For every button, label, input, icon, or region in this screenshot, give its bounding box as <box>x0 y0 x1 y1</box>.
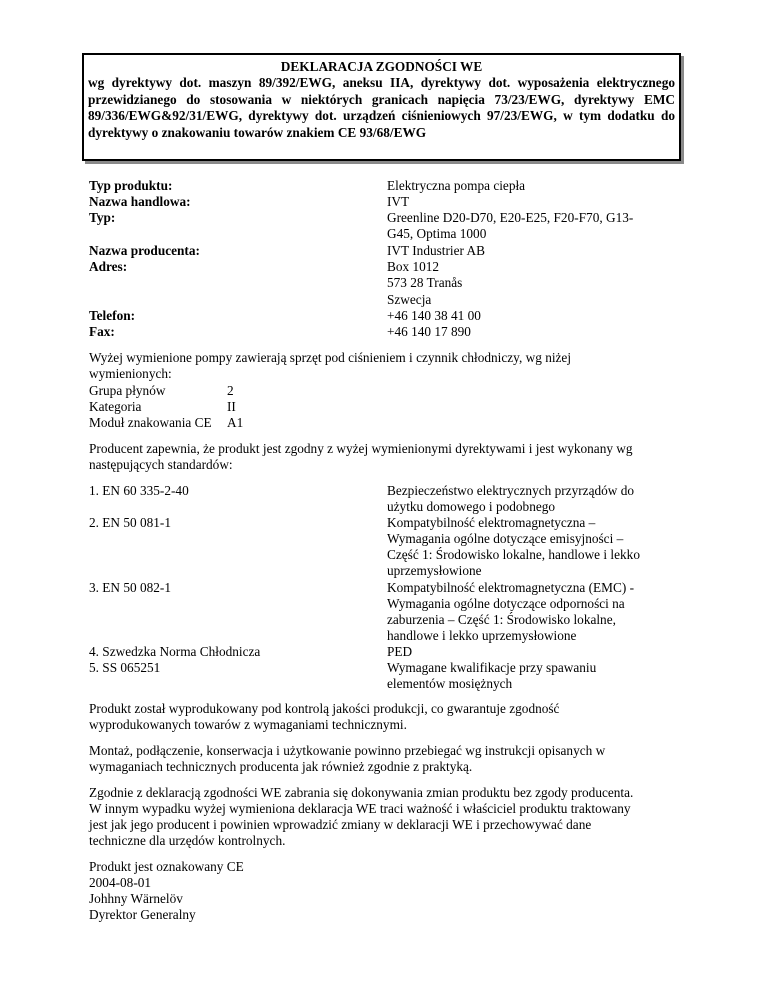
label-phone: Telefon: <box>89 308 136 323</box>
label-manufacturer: Nazwa producenta: <box>89 243 200 258</box>
paragraph-modifications-line2: W innym wypadku wyżej wymieniona deklaracja WE traci ważność i właściciel produktu traktowany <box>89 801 631 816</box>
label-fax: Fax: <box>89 324 115 339</box>
standard-name: 1. EN 60 335-2-40 <box>89 483 189 498</box>
value-address-line3: Szwecja <box>387 292 432 307</box>
value-address-line1: Box 1012 <box>387 259 440 274</box>
value-model-line2: G45, Optima 1000 <box>387 226 487 241</box>
pressure-row-value: 2 <box>227 383 234 398</box>
value-product-type: Elektryczna pompa ciepła <box>387 178 526 193</box>
ce-marking-statement: Produkt jest oznakowany CE <box>89 859 244 874</box>
value-phone: +46 140 38 41 00 <box>387 308 481 323</box>
standard-description: Część 1: Środowisko lokalne, handlowe i lekko <box>387 547 640 562</box>
pressure-row-value: A1 <box>227 415 244 430</box>
standard-name: 3. EN 50 082-1 <box>89 580 171 595</box>
standard-description: Wymagania ogólne dotyczące emisyjności – <box>387 531 624 546</box>
signature-date: 2004-08-01 <box>89 875 152 890</box>
label-address: Adres: <box>89 259 128 274</box>
label-product-type: Typ produktu: <box>89 178 173 193</box>
standard-description: elementów mosiężnych <box>387 676 513 691</box>
standards-intro-line1: Producent zapewnia, że produkt jest zgodny z wyżej wymienionymi dyrektywami i jest wykonany wg <box>89 441 633 456</box>
value-model-line1: Greenline D20-D70, E20-E25, F20-F70, G13- <box>387 210 634 225</box>
paragraph-modifications-line4: techniczne dla urzędów kontrolnych. <box>89 833 286 848</box>
standard-description: użytku domowego i podobnego <box>387 499 556 514</box>
value-fax: +46 140 17 890 <box>387 324 471 339</box>
standard-name: 4. Szwedzka Norma Chłodnicza <box>89 644 261 659</box>
signatory-name: Johhny Wärnelöv <box>89 891 183 906</box>
value-trade-name: IVT <box>387 194 410 209</box>
standard-name: 2. EN 50 081-1 <box>89 515 171 530</box>
standards-intro-line2: następujących standardów: <box>89 457 233 472</box>
standard-description: Wymagania ogólne dotyczące odporności na <box>387 596 625 611</box>
declaration-header <box>82 53 681 161</box>
standard-description: handlowe i lekko uprzemysłowione <box>387 628 577 643</box>
standard-description: Bezpieczeństwo elektrycznych przyrządów do <box>387 483 634 498</box>
pressure-row-label: Kategoria <box>89 399 142 414</box>
pressure-row-value: II <box>227 399 236 414</box>
paragraph-installation-line1: Montaż, podłączenie, konserwacja i użytkowanie powinno przebiegać wg instrukcji opisanych w <box>89 743 606 758</box>
paragraph-installation-line2: wymaganiach technicznych producenta jak również zgodnie z praktyką. <box>89 759 473 774</box>
standard-name: 5. SS 065251 <box>89 660 161 675</box>
standard-description: Wymagane kwalifikacje przy spawaniu <box>387 660 597 675</box>
value-address-line2: 573 28 Tranås <box>387 275 463 290</box>
standard-description: Kompatybilność elektromagnetyczna (EMC) - <box>387 580 635 595</box>
value-manufacturer: IVT Industrier AB <box>387 243 485 258</box>
declaration-subtitle: wg dyrektywy dot. maszyn 89/392/EWG, aneksu IIA, dyrektywy dot. wyposażenia elektrycznego przewidzianego do stosowania w niektórych granicach napięcia 73/23/EWG, dyrektywy EMC 89/336/EWG&92/31/EWG, dyrektywy dot. urządzeń ciśnieniowych 97/23/EWG, w tym dodatku do dyrektywy o znakowaniu towarów znakiem CE 93/68/EWG <box>88 75 675 140</box>
standard-description: zaburzenia – Część 1: Środowisko lokalne, <box>387 612 616 627</box>
pressure-row-label: Grupa płynów <box>89 383 166 398</box>
paragraph-modifications-line3: jest jak jego producent i powinien wprowadzić zmiany w deklaracji WE i przechowywać dane <box>89 817 592 832</box>
declaration-title: DEKLARACJA ZGODNOŚCI WE <box>280 59 483 74</box>
signatory-position: Dyrektor Generalny <box>89 907 196 922</box>
paragraph-quality-line2: wyprodukowanych towarów z wymaganiami technicznymi. <box>89 717 407 732</box>
standard-description: uprzemysłowione <box>387 563 482 578</box>
paragraph-modifications-line1: Zgodnie z deklaracją zgodności WE zabrania się dokonywania zmian produktu bez zgody producenta. <box>89 785 634 800</box>
label-model: Typ: <box>89 210 116 225</box>
standard-description: PED <box>387 644 413 659</box>
paragraph-quality-line1: Produkt został wyprodukowany pod kontrolą jakości produkcji, co gwarantuje zgodność <box>89 701 560 716</box>
pressure-row-label: Moduł znakowania CE <box>89 415 212 430</box>
pressure-intro-line2: wymienionych: <box>89 366 172 381</box>
pressure-intro-line1: Wyżej wymienione pompy zawierają sprzęt pod ciśnieniem i czynnik chłodniczy, wg niżej <box>89 350 572 365</box>
label-trade-name: Nazwa handlowa: <box>89 194 191 209</box>
standard-description: Kompatybilność elektromagnetyczna – <box>387 515 596 530</box>
